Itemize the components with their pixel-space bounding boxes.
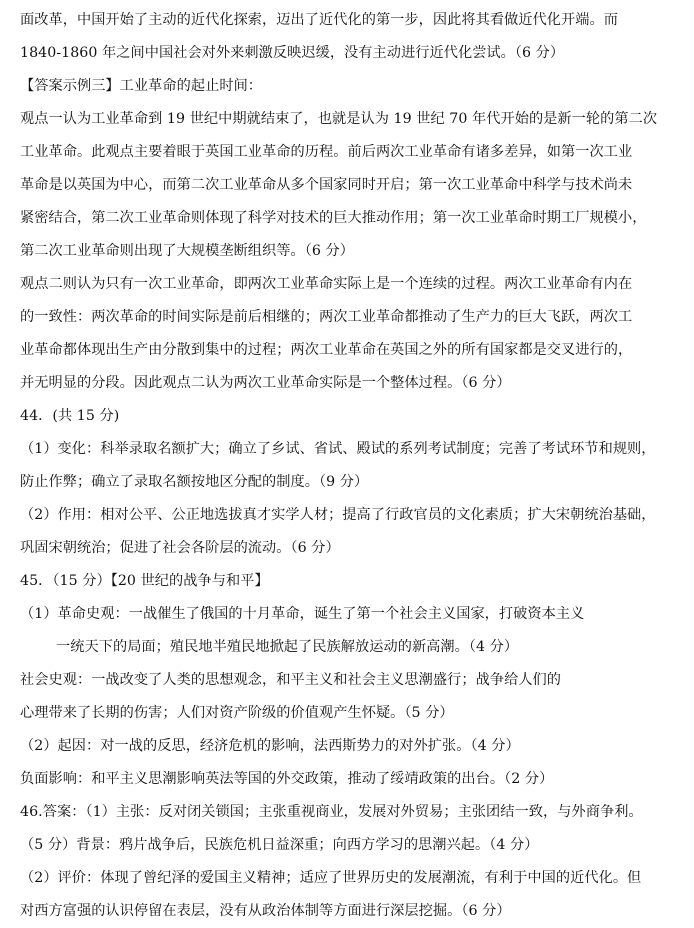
question-heading: 46.答案：（1）主张：反对闭关锁国；主张重视商业，发展对外贸易；主张团结一致，与外商争利。 bbox=[20, 804, 643, 820]
text-line: 观点二则认为只有一次工业革命，即两次工业革命实际上是一个连续的过程。两次工业革命有内在 bbox=[20, 276, 633, 292]
text-line: （5 分）背景：鸦片战争后，民族危机日益深重；向西方学习的思潮兴起。（4 分） bbox=[20, 837, 539, 853]
text-line: 观点一认为工业革命到 19 世纪中期就结束了，也就是认为 19 世纪 70 年代开始的是新一轮的第二次 bbox=[20, 111, 658, 127]
text-line: （2）起因：对一战的反思，经济危机的影响，法西斯势力的对外扩张。（4 分） bbox=[20, 738, 520, 754]
text-line: 心理带来了长期的伤害；人们对资产阶级的价值观产生怀疑。（5 分） bbox=[20, 705, 454, 721]
text-line: 社会史观：一战改变了人类的思想观念，和平主义和社会主义思潮盛行；战争给人们的 bbox=[20, 672, 562, 688]
text-line: 革命是以英国为中心，而第二次工业革命从多个国家同时开启；第一次工业革命中科学与技术尚未 bbox=[20, 177, 633, 193]
text-line: （1）革命史观：一战催生了俄国的十月革命，诞生了第一个社会主义国家，打破资本主义 bbox=[20, 606, 585, 622]
text-line: （1）变化：科举录取名额扩大；确立了乡试、省试、殿试的系列考试制度；完善了考试环节和规则， bbox=[20, 441, 656, 457]
text-line: 巩固宋朝统治；促进了社会各阶层的流动。（6 分） bbox=[20, 540, 340, 556]
text-line: 的一致性：两次革命的时间实际是前后相继的；两次工业革命都推动了生产力的巨大飞跃，两次工 bbox=[20, 309, 633, 325]
section-heading: 【答案示例三】工业革命的起止时间： bbox=[20, 78, 263, 94]
question-heading: 44．(共 15 分) bbox=[20, 408, 120, 424]
text-line: 并无明显的分段。因此观点二认为两次工业革命实际是一个整体过程。（6 分） bbox=[20, 375, 511, 391]
text-line: 1840-1860 年之间中国社会对外来刺激反映迟缓，没有主动进行近代化尝试。（6 分） bbox=[20, 45, 565, 61]
text-line: 负面影响：和平主义思潮影响英法等国的外交政策，推动了绥靖政策的出台。（2 分） bbox=[20, 771, 554, 787]
text-line: 对西方富强的认识停留在表层，没有从政治体制等方面进行深层挖掘。（6 分） bbox=[20, 903, 511, 919]
text-line: 防止作弊；确立了录取名额按地区分配的制度。（9 分） bbox=[20, 474, 369, 490]
text-line: 面改革，中国开始了主动的近代化探索，迈出了近代化的第一步，因此将其看做近代化开端。而 bbox=[20, 12, 618, 28]
text-line: 工业革命。此观点主要着眼于英国工业革命的历程。前后两次工业革命有诸多差异，如第一次工业 bbox=[20, 144, 633, 160]
text-line: （2）评价：体现了曾纪泽的爱国主义精神；适应了世界历史的发展潮流，有利于中国的近代化。但 bbox=[20, 870, 642, 886]
text-line: 紧密结合，第二次工业革命则体现了科学对技术的巨大推动作用；第一次工业革命时期工厂规模小， bbox=[20, 210, 647, 226]
document-page bbox=[20, 4, 680, 928]
text-line: 第二次工业革命则出现了大规模垄断组织等。（6 分） bbox=[20, 243, 355, 259]
text-line: 业革命都体现出生产由分散到集中的过程；两次工业革命在英国之外的所有国家都是交叉进行的， bbox=[20, 342, 633, 358]
text-line: （2）作用：相对公平、公正地选拔真才实学人材；提高了行政官员的文化素质；扩大宋朝统治基础， bbox=[20, 507, 656, 523]
question-heading: 45．（15 分）【20 世纪的战争与和平】 bbox=[20, 573, 269, 589]
text-line: 一统天下的局面；殖民地半殖民地掀起了民族解放运动的新高潮。（4 分） bbox=[56, 639, 519, 655]
